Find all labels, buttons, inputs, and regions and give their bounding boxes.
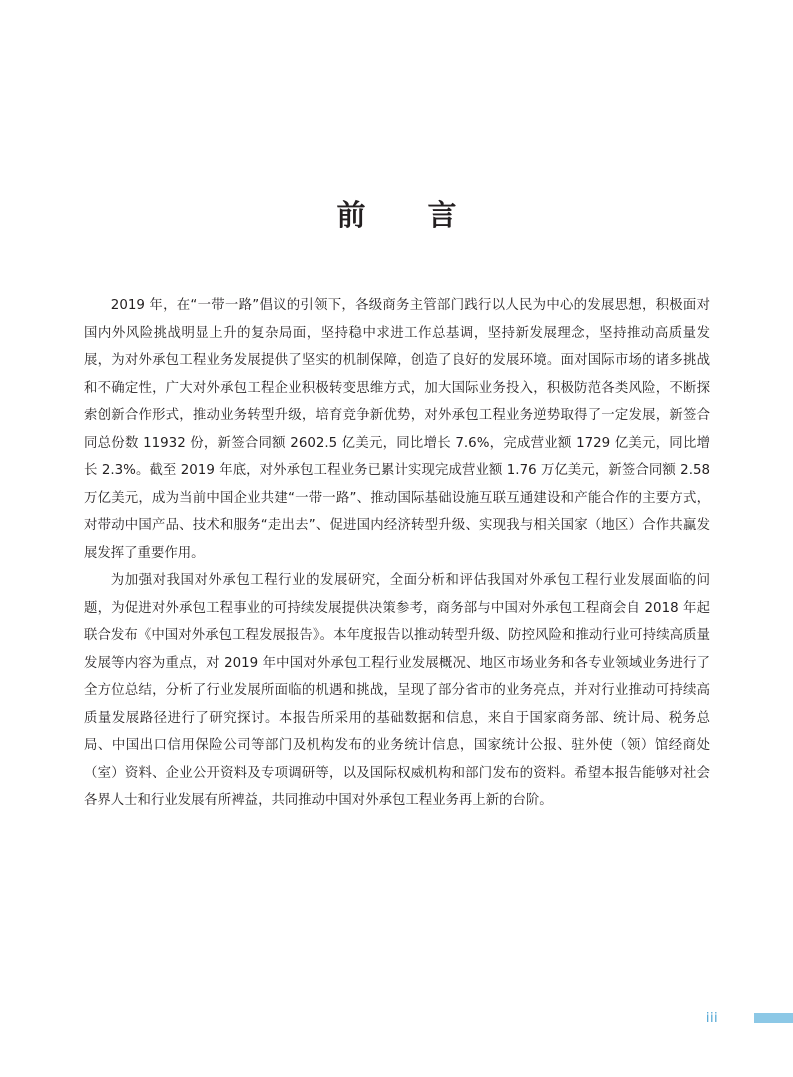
page-number: iii [705,1011,719,1026]
preface-body [84,292,710,815]
paragraph-2: 为加强对我国对外承包工程行业的发展研究，全面分析和评估我国对外承包工程行业发展面临的问题，为促进对外承包工程事业的可持续发展提供决策参考，商务部与中国对外承包工程商会自 2018 年起联合发布《中国对外承包工程发展报告》。本年度报告以推动转型升级、防控风险和推动行业可持续高质量发展等内容为重点，对 2019 年中国对外承包工程行业发展概况、地区市场业务和各专业领域业务进行了全方位总结，分析了行业发展所面临的机遇和挑战，呈现了部分省市的业务亮点，并对行业推动可持续高质量发展路径进行了研究探讨。本报告所采用的基础数据和信息，来自于国家商务部、统计局、税务总局、中国出口信用保险公司等部门及机构发布的业务统计信息，国家统计公报、驻外使（领）馆经商处（室）资料、企业公开资料及专项调研等，以及国际权威机构和部门发布的资料。希望本报告能够对社会各界人士和行业发展有所裨益，共同推动中国对外承包工程业务再上新的台阶。 [84,573,710,808]
page-accent-bar [754,1013,793,1023]
page-title: 前 言 [336,198,483,232]
paragraph-1: 2019 年，在“一带一路”倡议的引领下，各级商务主管部门践行以人民为中心的发展思想，积极面对国内外风险挑战明显上升的复杂局面，坚持稳中求进工作总基调，坚持新发展理念，坚持推动高质量发展，为对外承包工程业务发展提供了坚实的机制保障，创造了良好的发展环境。面对国际市场的诸多挑战和不确定性，广大对外承包工程企业积极转变思维方式，加大国际业务投入，积极防范各类风险，不断探索创新合作形式，推动业务转型升级，培育竞争新优势，对外承包工程业务逆势取得了一定发展，新签合同总份数 11932 份，新签合同额 2602.5 亿美元，同比增长 7.6%，完成营业额 1729 亿美元，同比增长 2.3%。截至 2019 年底，对外承包工程业务已累计实现完成营业额 1.76 万亿美元，新签合同额 2.58 万亿美元，成为当前中国企业共建“一带一路”、推动国际基础设施互联互通建设和产能合作的主要方式，对带动中国产品、技术和服务“走出去”、促进国内经济转型升级、实现我与相关国家（地区）合作共赢发展发挥了重要作用。 [84,298,710,561]
